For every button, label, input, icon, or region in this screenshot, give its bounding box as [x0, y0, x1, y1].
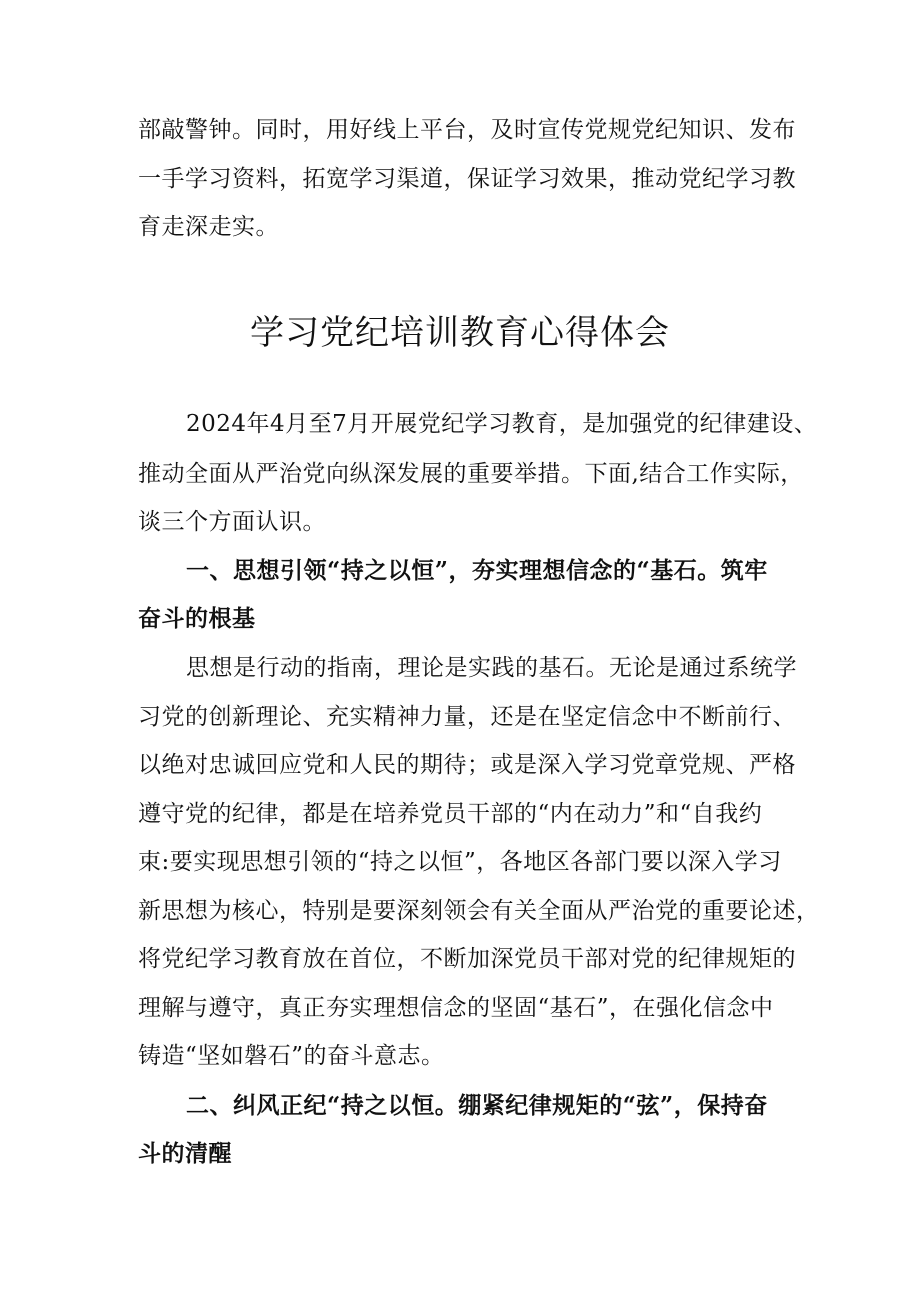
para1-line-2: 推动全面从严治党向纵深发展的重要举措。下面,结合工作实际， [138, 461, 804, 487]
para1-line-3: 谈三个方面认识。 [138, 509, 326, 535]
para2-line-7: 将党纪学习教育放在首位，不断加深党员干部对党的纪律规矩的 [138, 946, 796, 972]
para2-line-3: 以绝对忠诚回应党和人民的期待；或是深入学习党章党规、严格 [138, 752, 796, 778]
para2-line-4: 遵守党的纪律，都是在培养党员干部的“内在动力”和“自我约 [138, 801, 763, 827]
para2-line-8: 理解与遵守，真正夯实理想信念的坚固“基石”，在强化信念中 [138, 995, 774, 1021]
heading2-line-2: 斗的清醒 [138, 1140, 232, 1167]
para2-line-6: 新思想为核心，特别是要深刻领会有关全面从严治党的重要论述， [138, 898, 820, 924]
heading2-line-1: 二、纠风正纪“持之以恒。绷紧纪律规矩的“弦”，保持奋 [186, 1092, 768, 1119]
para2-line-1: 思想是行动的指南，理论是实践的基石。无论是通过系统学 [186, 655, 797, 681]
heading1-line-1: 一、思想引领“持之以恒”，夯实理想信念的“基石。筑牢 [186, 557, 768, 584]
para1-line-1: 2024年4月至7月开展党纪学习教育，是加强党的纪律建设、 [186, 411, 818, 437]
para2-line-9: 铸造“坚如磐石”的奋斗意志。 [138, 1043, 445, 1069]
para2-line-2: 习党的创新理论、充实精神力量，还是在坚定信念中不断前行、 [138, 704, 796, 730]
heading1-line-2: 奋斗的根基 [138, 605, 256, 632]
intro-line-1: 部敲警钟。同时，用好线上平台，及时宣传党规党纪知识、发布 [138, 117, 796, 143]
document-title: 学习党纪培训教育心得体会 [250, 313, 670, 353]
para2-line-5: 束:要实现思想引领的“持之以恒”，各地区各部门要以深入学习 [138, 849, 782, 875]
intro-line-3: 育走深走实。 [138, 214, 279, 240]
intro-line-2: 一手学习资料，拓宽学习渠道，保证学习效果，推动党纪学习教 [138, 166, 796, 192]
